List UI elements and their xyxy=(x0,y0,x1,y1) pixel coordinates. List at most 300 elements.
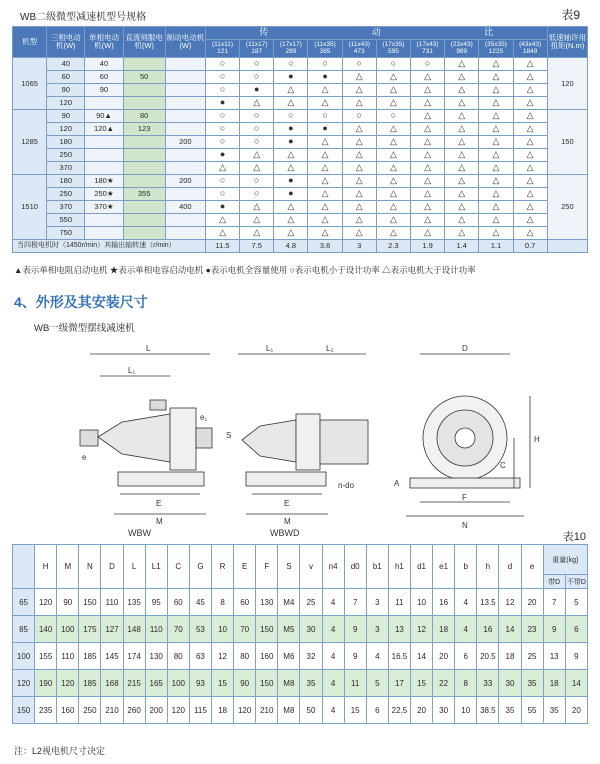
header-ratio xyxy=(205,27,547,40)
ratio-symbol-cell: △ xyxy=(410,71,444,84)
brake-cell xyxy=(165,162,205,175)
svg-text:M: M xyxy=(156,517,163,526)
ratio-symbol-cell: △ xyxy=(479,123,513,136)
ratio-symbol-cell: ○ xyxy=(308,58,342,71)
ratio-symbol-cell: △ xyxy=(274,162,308,175)
dim-cell: 18 xyxy=(433,616,455,643)
torque-cell: 250 xyxy=(547,175,587,240)
dim-cell: 10 xyxy=(211,616,233,643)
ratio-symbol-cell: △ xyxy=(240,149,274,162)
ratio-symbol-cell: △ xyxy=(308,136,342,149)
symbol-legend: ▲表示单相电阻启动电机 ★表示单相电容启动电机 ●表示电机全容量使用 ○表示电机小于设计功率 △表示电机大于设计功率 xyxy=(14,265,476,275)
ratio-symbol-cell: △ xyxy=(376,188,410,201)
table-row xyxy=(13,84,588,97)
dim-cell: 80 xyxy=(234,643,256,670)
dim-header: b1 xyxy=(366,545,388,589)
dc-servo-cell xyxy=(123,162,165,175)
speed-cell: 4.8 xyxy=(274,240,308,253)
dim-cell: 148 xyxy=(123,616,145,643)
svg-text:S: S xyxy=(226,431,232,440)
dim-cell: 80 xyxy=(167,643,189,670)
svg-text:e₁: e₁ xyxy=(200,413,208,422)
ratio-symbol-cell: △ xyxy=(410,149,444,162)
dim-label: L xyxy=(146,344,151,353)
ratio-symbol-cell: ○ xyxy=(205,84,239,97)
ratio-header xyxy=(240,40,274,58)
ratio-symbol-cell: △ xyxy=(479,136,513,149)
svg-text:C: C xyxy=(500,461,506,470)
size-cell: 100 xyxy=(13,643,35,670)
dim-cell: 35 xyxy=(300,670,322,697)
dim-cell: 110 xyxy=(57,643,79,670)
ratio-formula: (17x43) xyxy=(416,40,439,48)
ratio-symbol-cell: △ xyxy=(308,149,342,162)
dc-servo-cell: 123 xyxy=(123,123,165,136)
dim-cell: 12 xyxy=(499,589,521,616)
ratio-symbol-cell: ○ xyxy=(205,188,239,201)
ratio-symbol-cell: △ xyxy=(445,71,479,84)
spec-table xyxy=(12,26,588,253)
svg-text:e: e xyxy=(82,453,87,462)
ratio-header xyxy=(410,40,444,58)
ratio-symbol-cell: △ xyxy=(240,162,274,175)
wbwd-label: WBWD xyxy=(270,528,300,538)
ratio-symbol-cell: ○ xyxy=(240,110,274,123)
table-row xyxy=(13,58,588,71)
ratio-value: 1849 xyxy=(522,47,538,55)
ratio-symbol-cell: △ xyxy=(342,71,376,84)
dim-header: d1 xyxy=(410,545,432,589)
ratio-symbol-cell: △ xyxy=(410,110,444,123)
dim-header: L1 xyxy=(145,545,167,589)
dim-cell: 35 xyxy=(543,697,565,724)
dim-header: M xyxy=(57,545,79,589)
ratio-symbol-cell: △ xyxy=(410,136,444,149)
single-phase-cell: 60 xyxy=(85,71,123,84)
dim-header: n4 xyxy=(322,545,344,589)
dim-cell: 150 xyxy=(256,616,278,643)
ratio-header xyxy=(445,40,479,58)
dim-cell: 93 xyxy=(189,670,211,697)
dim-cell: 135 xyxy=(123,589,145,616)
dim-cell: 4 xyxy=(322,697,344,724)
dim-cell: 13 xyxy=(543,643,565,670)
svg-text:L₂: L₂ xyxy=(326,344,334,353)
ratio-symbol-cell: ● xyxy=(274,188,308,201)
single-phase-cell xyxy=(85,149,123,162)
dim-header: h xyxy=(477,545,499,589)
ratio-symbol-cell: △ xyxy=(445,175,479,188)
table-row xyxy=(13,71,588,84)
brake-cell xyxy=(165,58,205,71)
ratio-symbol-cell: △ xyxy=(376,136,410,149)
three-phase-cell: 550 xyxy=(47,214,85,227)
dim-cell: 30 xyxy=(499,670,521,697)
footnote: 注：L2视电机尺寸决定 xyxy=(14,746,106,756)
ratio-symbol-cell: △ xyxy=(445,97,479,110)
dim-cell: 16 xyxy=(433,589,455,616)
dim-cell: 13.5 xyxy=(477,589,499,616)
single-phase-cell: 90▲ xyxy=(85,110,123,123)
dim-cell: 18 xyxy=(543,670,565,697)
model-cell: 1065 xyxy=(13,58,47,110)
speed-cell: 11.5 xyxy=(205,240,239,253)
ratio-symbol-cell: △ xyxy=(342,149,376,162)
ratio-symbol-cell: △ xyxy=(274,214,308,227)
ratio-symbol-cell: △ xyxy=(513,227,547,240)
dim-header: b xyxy=(455,545,477,589)
ratio-symbol-cell: ● xyxy=(205,201,239,214)
dc-servo-cell: 80 xyxy=(123,110,165,123)
dim-cell: 63 xyxy=(189,643,211,670)
header-model: 机型 xyxy=(13,27,47,58)
ratio-symbol-cell: △ xyxy=(445,110,479,123)
table-row xyxy=(13,97,588,110)
ratio-symbol-cell: △ xyxy=(376,214,410,227)
dim-header: d xyxy=(499,545,521,589)
ratio-symbol-cell: △ xyxy=(342,84,376,97)
ratio-symbol-cell: ● xyxy=(274,71,308,84)
ratio-symbol-cell: △ xyxy=(513,71,547,84)
ratio-value: 1225 xyxy=(488,47,504,55)
ratio-symbol-cell: △ xyxy=(308,188,342,201)
ratio-formula: (17x35) xyxy=(382,40,405,48)
ratio-symbol-cell: △ xyxy=(240,227,274,240)
three-phase-cell: 180 xyxy=(47,136,85,149)
dc-servo-cell xyxy=(123,58,165,71)
ratio-symbol-cell: △ xyxy=(274,84,308,97)
dim-cell: 120 xyxy=(35,589,57,616)
dim-cell: 33 xyxy=(477,670,499,697)
ratio-symbol-cell: △ xyxy=(513,123,547,136)
dim-cell: 110 xyxy=(145,616,167,643)
dim-cell: 160 xyxy=(57,697,79,724)
dim-cell: 4 xyxy=(322,616,344,643)
ratio-formula: (11x43) xyxy=(348,40,370,48)
ratio-symbol-cell: ○ xyxy=(240,188,274,201)
ratio-symbol-cell: △ xyxy=(445,136,479,149)
single-phase-cell: 250★ xyxy=(85,188,123,201)
dim-cell: 8 xyxy=(455,670,477,697)
dim-cell: 70 xyxy=(234,616,256,643)
dim-cell: 8 xyxy=(211,589,233,616)
dim-cell: 25 xyxy=(521,643,543,670)
single-phase-cell: 370★ xyxy=(85,201,123,214)
ratio-label-char: 比 xyxy=(484,27,494,38)
table-row xyxy=(13,589,588,616)
dim-cell: M4 xyxy=(278,589,300,616)
ratio-symbol-cell: ● xyxy=(274,123,308,136)
dim-cell: 45 xyxy=(189,589,211,616)
dim-header: D xyxy=(101,545,123,589)
ratio-symbol-cell: △ xyxy=(376,227,410,240)
ratio-symbol-cell: △ xyxy=(410,97,444,110)
svg-text:n-do: n-do xyxy=(338,481,355,490)
dim-cell: 35 xyxy=(521,670,543,697)
dim-cell: 210 xyxy=(256,697,278,724)
ratio-formula: (11x11) xyxy=(212,40,234,48)
ratio-symbol-cell: △ xyxy=(445,214,479,227)
dim-cell: 14 xyxy=(410,643,432,670)
ratio-value: 289 xyxy=(285,47,297,55)
single-phase-cell: 180★ xyxy=(85,175,123,188)
ratio-header xyxy=(513,40,547,58)
dim-cell: 5 xyxy=(366,670,388,697)
dim-cell: 5 xyxy=(565,589,587,616)
ratio-symbol-cell: △ xyxy=(240,214,274,227)
dim-cell: 4 xyxy=(366,643,388,670)
weight-sub-header: 带D xyxy=(543,575,565,589)
ratio-symbol-cell: ○ xyxy=(240,136,274,149)
ratio-symbol-cell: ○ xyxy=(205,136,239,149)
header-single-phase: 单相电动机(W) xyxy=(85,27,123,58)
dc-servo-cell xyxy=(123,84,165,97)
dc-servo-cell: 355 xyxy=(123,188,165,201)
single-phase-cell: 40 xyxy=(85,58,123,71)
brake-cell xyxy=(165,227,205,240)
svg-text:L₁: L₁ xyxy=(266,344,274,353)
table9-number: 表9 xyxy=(561,8,580,22)
ratio-symbol-cell: △ xyxy=(376,149,410,162)
size-cell: 65 xyxy=(13,589,35,616)
single-phase-cell xyxy=(85,162,123,175)
brake-cell xyxy=(165,84,205,97)
dim-cell: 95 xyxy=(145,589,167,616)
ratio-symbol-cell: △ xyxy=(342,201,376,214)
ratio-header xyxy=(376,40,410,58)
dim-cell: 140 xyxy=(35,616,57,643)
ratio-symbol-cell: ○ xyxy=(240,175,274,188)
ratio-symbol-cell: △ xyxy=(445,227,479,240)
ratio-header xyxy=(342,40,376,58)
dim-cell: 200 xyxy=(145,697,167,724)
dim-cell: 16 xyxy=(477,616,499,643)
ratio-symbol-cell: △ xyxy=(240,201,274,214)
dc-servo-cell xyxy=(123,136,165,149)
dim-cell: 16.5 xyxy=(388,643,410,670)
ratio-symbol-cell: △ xyxy=(274,149,308,162)
brake-cell: 400 xyxy=(165,201,205,214)
dim-header: G xyxy=(189,545,211,589)
dim-cell: 127 xyxy=(101,616,123,643)
brake-cell xyxy=(165,71,205,84)
ratio-symbol-cell: △ xyxy=(479,84,513,97)
speed-cell: 2.3 xyxy=(376,240,410,253)
ratio-symbol-cell: △ xyxy=(513,162,547,175)
drawing-subtitle: WB一级微型摆线减速机 xyxy=(34,323,135,334)
dim-header: E xyxy=(234,545,256,589)
torque-cell: 120 xyxy=(547,58,587,110)
ratio-symbol-cell: △ xyxy=(513,188,547,201)
dim-cell: 12 xyxy=(211,643,233,670)
table9-header xyxy=(12,6,588,22)
table-row xyxy=(13,110,588,123)
table-row xyxy=(13,162,588,175)
ratio-symbol-cell: ○ xyxy=(274,110,308,123)
dim-cell: 165 xyxy=(145,670,167,697)
ratio-symbol-cell: △ xyxy=(445,58,479,71)
ratio-symbol-cell: △ xyxy=(479,71,513,84)
ratio-value: 385 xyxy=(319,47,331,55)
ratio-symbol-cell: △ xyxy=(513,136,547,149)
ratio-symbol-cell: △ xyxy=(308,97,342,110)
dim-cell: 60 xyxy=(167,589,189,616)
three-phase-cell: 250 xyxy=(47,188,85,201)
size-cell: 150 xyxy=(13,697,35,724)
ratio-label-char: 动 xyxy=(371,27,381,38)
ratio-symbol-cell: ○ xyxy=(342,110,376,123)
dim-cell: 215 xyxy=(123,670,145,697)
dim-cell: 160 xyxy=(256,643,278,670)
dim-cell: 18 xyxy=(211,697,233,724)
ratio-symbol-cell: △ xyxy=(410,162,444,175)
torque-cell: 150 xyxy=(547,110,587,175)
table-row xyxy=(13,616,588,643)
ratio-symbol-cell: ○ xyxy=(240,123,274,136)
ratio-symbol-cell: △ xyxy=(308,84,342,97)
ratio-symbol-cell: ● xyxy=(205,97,239,110)
single-phase-cell xyxy=(85,227,123,240)
ratio-symbol-cell: △ xyxy=(308,162,342,175)
dimension-table xyxy=(12,544,588,724)
weight-header: 重量(kg) xyxy=(543,545,587,575)
ratio-symbol-cell: △ xyxy=(410,175,444,188)
ratio-symbol-cell: △ xyxy=(308,175,342,188)
ratio-symbol-cell: △ xyxy=(376,162,410,175)
table-row xyxy=(13,670,588,697)
brake-cell xyxy=(165,123,205,136)
ratio-symbol-cell: △ xyxy=(342,227,376,240)
dim-cell: 120 xyxy=(167,697,189,724)
ratio-value: 187 xyxy=(251,47,263,55)
dim-header: S xyxy=(278,545,300,589)
dim-cell: 15 xyxy=(410,670,432,697)
ratio-symbol-cell: △ xyxy=(410,201,444,214)
ratio-symbol-cell: △ xyxy=(513,175,547,188)
ratio-symbol-cell: △ xyxy=(410,227,444,240)
ratio-value: 121 xyxy=(217,47,228,55)
table-row xyxy=(13,201,588,214)
size-cell: 85 xyxy=(13,616,35,643)
svg-text:D: D xyxy=(462,344,468,353)
dim-cell: 23 xyxy=(521,616,543,643)
dim-cell: 70 xyxy=(167,616,189,643)
three-phase-cell: 40 xyxy=(47,58,85,71)
ratio-symbol-cell: △ xyxy=(308,214,342,227)
wbwd-view xyxy=(226,344,368,538)
dim-cell: 30 xyxy=(300,616,322,643)
dim-cell: 120 xyxy=(57,670,79,697)
ratio-symbol-cell: △ xyxy=(205,162,239,175)
dim-cell: 50 xyxy=(300,697,322,724)
dim-cell: 100 xyxy=(57,616,79,643)
table-row xyxy=(13,214,588,227)
ratio-symbol-cell: △ xyxy=(308,227,342,240)
svg-text:H: H xyxy=(534,435,540,444)
table-row xyxy=(13,149,588,162)
table-row xyxy=(13,136,588,149)
header-brake: 制动电动机(W) xyxy=(165,27,205,58)
dim-cell: 53 xyxy=(189,616,211,643)
ratio-symbol-cell: △ xyxy=(445,162,479,175)
ratio-symbol-cell: △ xyxy=(342,97,376,110)
dim-cell: 9 xyxy=(344,643,366,670)
svg-text:M: M xyxy=(284,517,291,526)
ratio-label-char: 传 xyxy=(259,27,269,38)
speed-cell: 7.5 xyxy=(240,240,274,253)
ratio-symbol-cell: ○ xyxy=(376,58,410,71)
three-phase-cell: 90 xyxy=(47,110,85,123)
dim-cell: 185 xyxy=(79,670,101,697)
dim-header: L xyxy=(123,545,145,589)
speed-cell: 1.4 xyxy=(445,240,479,253)
dim-cell: 7 xyxy=(543,589,565,616)
three-phase-cell: 90 xyxy=(47,84,85,97)
dim-header: F xyxy=(256,545,278,589)
single-phase-cell xyxy=(85,214,123,227)
header-three-phase: 三相电动机(W) xyxy=(47,27,85,58)
dim-cell: 10 xyxy=(410,589,432,616)
ratio-symbol-cell: △ xyxy=(445,188,479,201)
ratio-symbol-cell: △ xyxy=(445,149,479,162)
ratio-symbol-cell: △ xyxy=(479,201,513,214)
dim-cell: 17 xyxy=(388,670,410,697)
ratio-symbol-cell: ○ xyxy=(205,58,239,71)
ratio-symbol-cell: △ xyxy=(376,175,410,188)
dim-cell: M8 xyxy=(278,697,300,724)
ratio-symbol-cell: ● xyxy=(274,175,308,188)
ratio-symbol-cell: ○ xyxy=(240,58,274,71)
brake-cell xyxy=(165,188,205,201)
ratio-symbol-cell: △ xyxy=(376,71,410,84)
dim-cell: 11 xyxy=(344,670,366,697)
ratio-formula: (11x17) xyxy=(245,40,268,48)
ratio-symbol-cell: △ xyxy=(205,227,239,240)
dim-cell: 20 xyxy=(410,697,432,724)
ratio-symbol-cell: ○ xyxy=(205,175,239,188)
dim-cell: 22.5 xyxy=(388,697,410,724)
dim-cell: 3 xyxy=(366,616,388,643)
dim-cell: 4 xyxy=(455,616,477,643)
dim-cell: 90 xyxy=(57,589,79,616)
ratio-symbol-cell: ○ xyxy=(205,71,239,84)
dim-cell: 110 xyxy=(101,589,123,616)
ratio-symbol-cell: △ xyxy=(479,175,513,188)
dim-header: N xyxy=(79,545,101,589)
dim-cell: 174 xyxy=(123,643,145,670)
table-row xyxy=(13,123,588,136)
dim-cell: 60 xyxy=(234,589,256,616)
ratio-symbol-cell: △ xyxy=(513,214,547,227)
three-phase-cell: 120 xyxy=(47,97,85,110)
dc-servo-cell xyxy=(123,149,165,162)
dim-header: e1 xyxy=(433,545,455,589)
ratio-symbol-cell: △ xyxy=(205,214,239,227)
dim-cell: 90 xyxy=(234,670,256,697)
ratio-symbol-cell: ● xyxy=(308,71,342,84)
dim-cell: 6 xyxy=(366,697,388,724)
ratio-symbol-cell: △ xyxy=(342,175,376,188)
dim-cell: 185 xyxy=(79,643,101,670)
header-dc-servo: 直流伺服电机(W) xyxy=(123,27,165,58)
dc-servo-cell xyxy=(123,201,165,214)
ratio-symbol-cell: △ xyxy=(342,162,376,175)
dim-cell: 20 xyxy=(433,643,455,670)
table-row xyxy=(13,188,588,201)
ratio-symbol-cell: ○ xyxy=(205,110,239,123)
dc-servo-cell: 50 xyxy=(123,71,165,84)
dim-cell: 18 xyxy=(499,643,521,670)
